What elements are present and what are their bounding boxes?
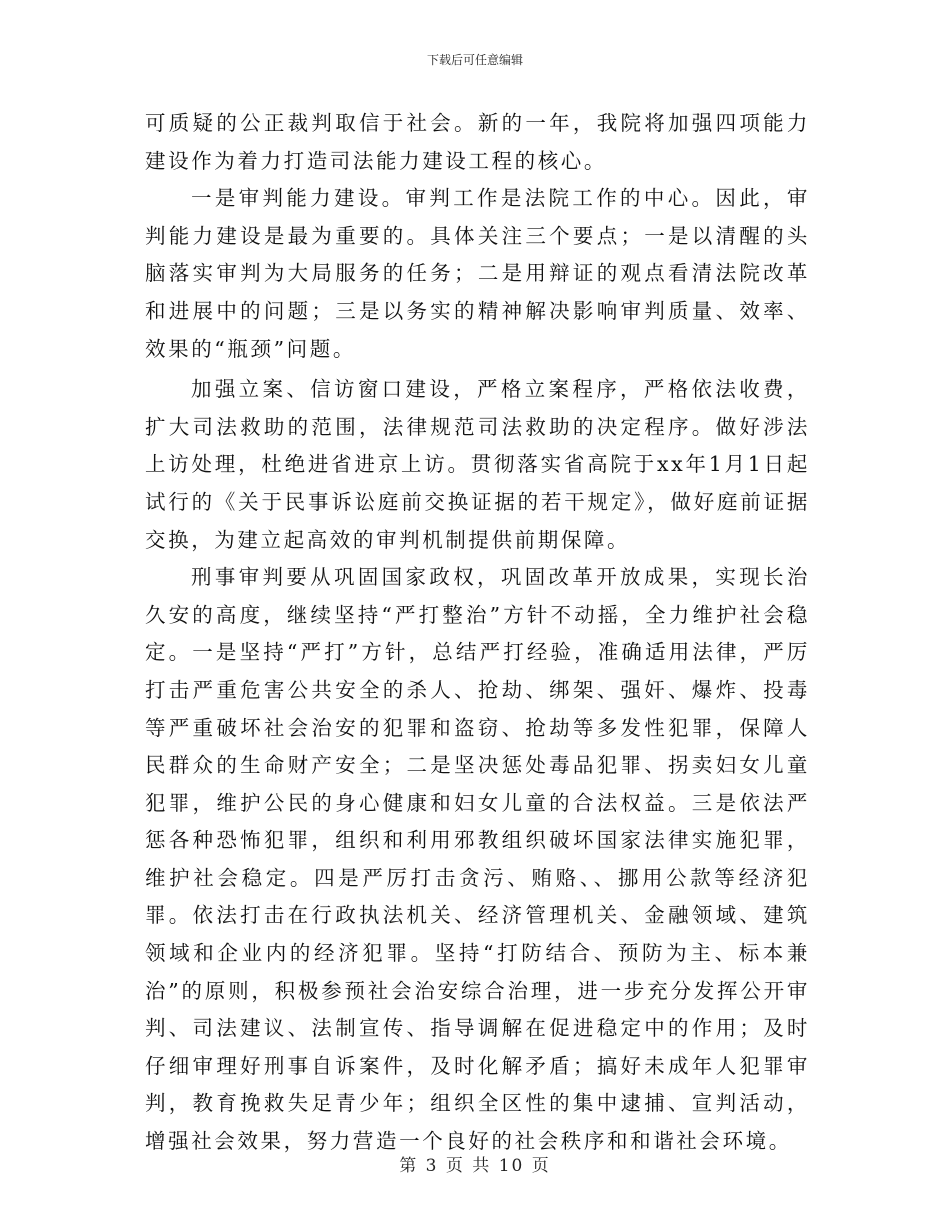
paragraph-filing-window: 加强立案、信访窗口建设，严格立案程序，严格依法收费，扩大司法救助的范围，法律规范司法救助的决定程序。做好涉法上访处理，杜绝进省进京上访。贯彻落实省高院于xx年1月1日起试行的《关于民事诉讼庭前交换证据的若干规定》，做好庭前证据交换，为建立起高效的审判机制提供前期保障。: [145, 377, 810, 552]
page-footer: [0, 1155, 950, 1177]
footer-current-page: 3: [425, 1156, 439, 1176]
footer-total-pages: 10: [498, 1156, 525, 1176]
header-text: 下载后可任意编辑: [426, 53, 523, 67]
document-body: [145, 105, 810, 1161]
paragraph-criminal-trial: 刑事审判要从巩固国家政权，巩固改革开放成果，实现长治久安的高度，继续坚持“严打整治”方针不动摇，全力维护社会稳定。一是坚持“严打”方针，总结严打经验，准确适用法律，严厉打击严重危害公共安全的杀人、抢劫、绑架、强奸、爆炸、投毒等严重破坏社会治安的犯罪和盗窃、抢劫等多发性犯罪，保障人民群众的生命财产安全；二是坚决惩处毒品犯罪、拐卖妇女儿童犯罪，维护公民的身心健康和妇女儿童的合法权益。三是依法严惩各种恐怖犯罪，组织和利用邪教组织破坏国家法律实施犯罪，维护社会稳定。四是严厉打击贪污、贿赂、、挪用公款等经济犯罪。依法打击在行政执法机关、经济管理机关、金融领域、建筑领域和企业内的经济犯罪。坚持“打防结合、预防为主、标本兼治”的原则，积极参预社会治安综合治理，进一步充分发挥公开审判、司法建议、法制宣传、指导调解在促进稳定中的作用；及时仔细审理好刑事自诉案件，及时化解矛盾；搞好未成年人犯罪审判，教育挽救失足青少年；组织全区性的集中逮捕、宣判活动，增强社会效果，努力营造一个良好的社会秩序和和谐社会环境。: [145, 565, 810, 1154]
footer-prefix: 第: [399, 1156, 419, 1176]
footer-mid: 页 共: [445, 1156, 492, 1176]
paragraph-trial-capacity: 一是审判能力建设。审判工作是法院工作的中心。因此，审判能力建设是最为重要的。具体关注三个要点；一是以清醒的头脑落实审判为大局服务的任务；二是用辩证的观点看清法院改革和进展中的问题；三是以务实的精神解决影响审判质量、效率、效果的“瓶颈”问题。: [145, 186, 810, 361]
page-header: [0, 52, 950, 68]
paragraph-continuation: 可质疑的公正裁判取信于社会。新的一年，我院将加强四项能力建设作为着力打造司法能力建设工程的核心。: [145, 111, 810, 173]
footer-suffix: 页: [531, 1156, 551, 1176]
